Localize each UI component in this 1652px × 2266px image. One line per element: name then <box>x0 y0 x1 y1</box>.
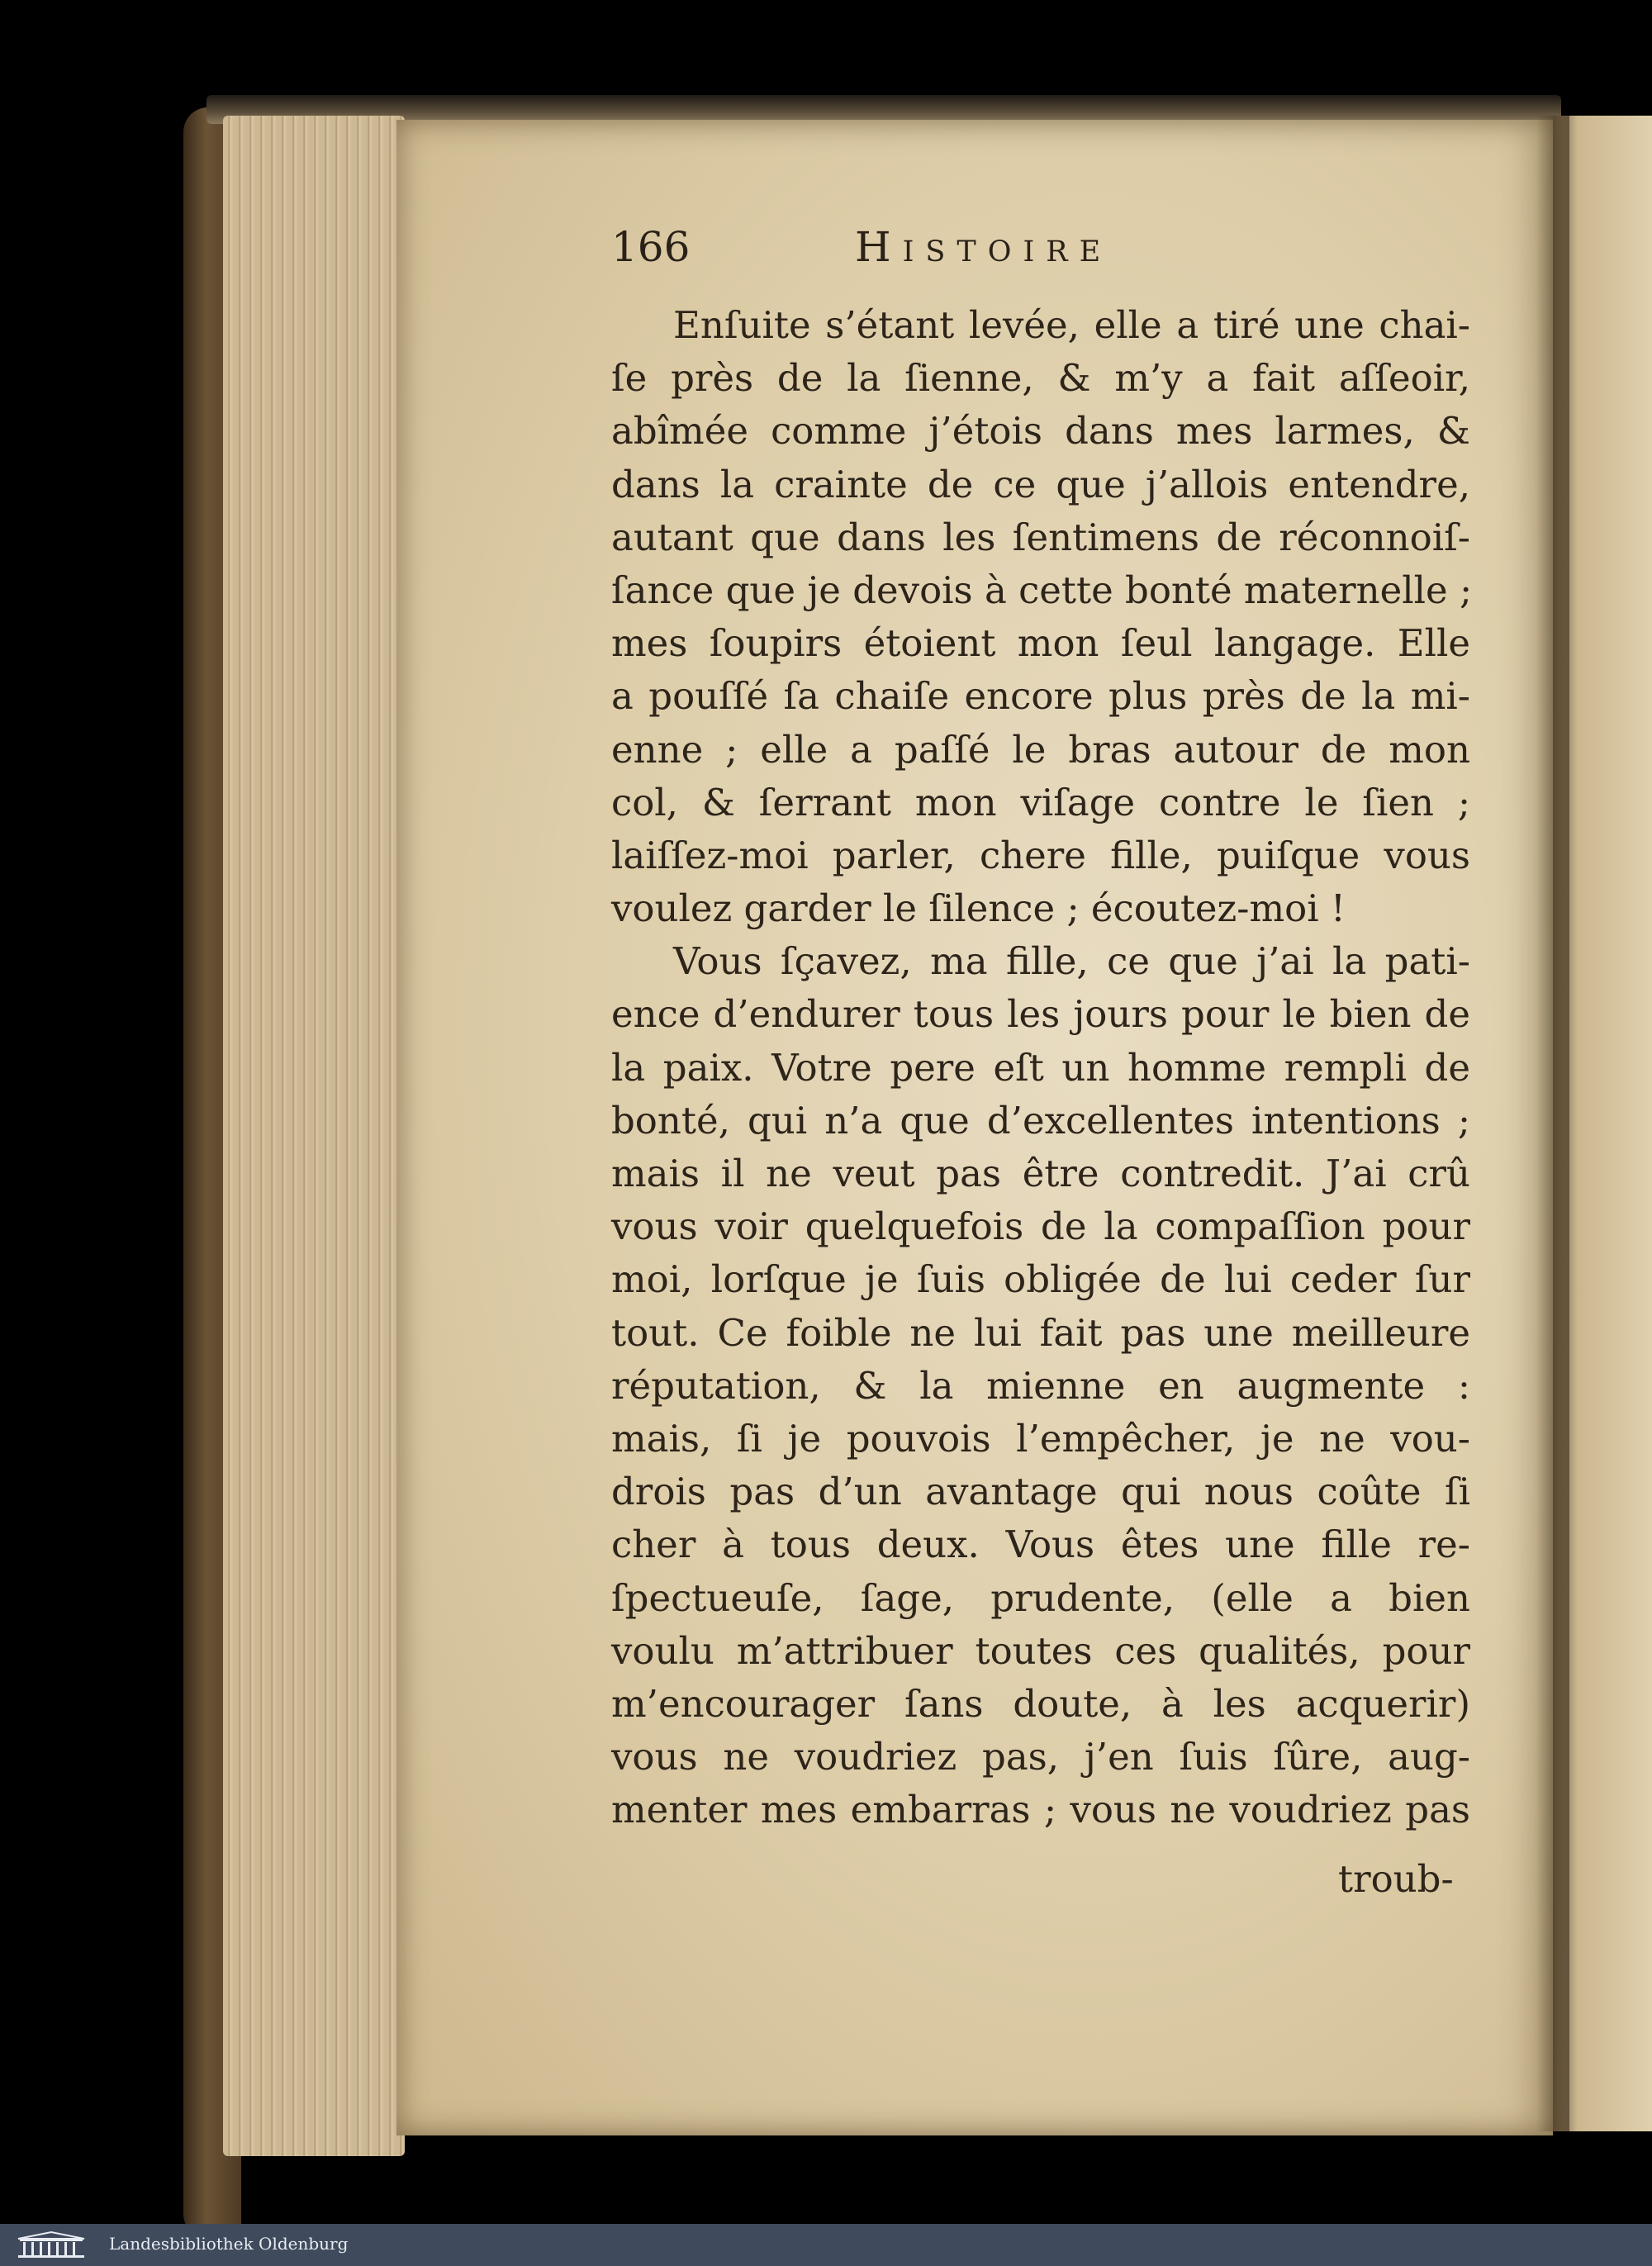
text-line: cher à tous deux. Vous êtes une fille re- <box>611 1523 1470 1567</box>
text-line: abîmée comme j’étois dans mes larmes, & <box>611 409 1470 454</box>
text-line: voulez garder le ſilence ; écoutez-moi ! <box>611 886 1346 931</box>
library-building-icon <box>10 2230 93 2259</box>
text-line: moi, lorſque je ſuis obligée de lui ceder ſur <box>611 1257 1470 1302</box>
running-head <box>611 223 1466 281</box>
text-line: m’encourager ſans doute, à les acquerir) <box>611 1681 1470 1726</box>
text-line: ſe près de la ſienne, & m’y a fait aſſeoir, <box>611 356 1470 401</box>
page-number: 166 <box>611 223 691 271</box>
text-line: enne ; elle a paſſé le bras autour de mon <box>611 727 1470 772</box>
text-line: mes ſoupirs étoient mon ſeul langage. Elle <box>611 621 1470 666</box>
page-stack-edges <box>223 116 405 2156</box>
gutter-shadow <box>1536 116 1569 2131</box>
library-name: Landesbibliothek Oldenburg <box>109 2234 349 2254</box>
text-line: Enſuite s’étant levée, elle a tiré une chai- <box>673 303 1470 347</box>
text-line: mais il ne veut pas être contredit. J’ai crû <box>611 1152 1470 1195</box>
running-title: Histoire <box>855 223 1113 271</box>
text-line: Vous ſçavez, ma fille, ce que j’ai la pati- <box>673 939 1470 984</box>
text-line: laiſſez-moi parler, chere fille, puiſque vous <box>611 833 1470 877</box>
catchword: troub- <box>1338 1857 1454 1901</box>
text-line: mais, ſi je pouvois l’empêcher, je ne vou- <box>611 1416 1470 1461</box>
text-line: tout. Ce foible ne lui fait pas une meilleure <box>611 1310 1470 1355</box>
footer-bar <box>0 2224 1652 2266</box>
text-line: vous ne voudriez pas, j’en ſuis ſûre, aug- <box>611 1735 1470 1779</box>
text-line: drois pas d’un avantage qui nous coûte ſi <box>611 1470 1470 1514</box>
text-line: a pouſſé ſa chaiſe encore plus près de la mi- <box>611 674 1470 719</box>
text-line: col, & ſerrant mon viſage contre le ſien ; <box>611 780 1470 824</box>
text-line: la paix. Votre pere eſt un homme rempli de <box>611 1045 1470 1090</box>
text-line: voulu m’attribuer toutes ces qualités, pour <box>611 1628 1470 1673</box>
text-line: autant que dans les ſentimens de réconnoiſ- <box>611 515 1470 559</box>
text-line: dans la crainte de ce que j’allois entendre, <box>611 462 1470 506</box>
text-line: vous voir quelquefois de la compaſſion pour <box>611 1204 1470 1249</box>
text-line: ence d’endurer tous les jours pour le bien de <box>611 992 1470 1037</box>
text-line: ſpectueuſe, ſage, prudente, (elle a bien <box>611 1575 1470 1620</box>
text-line: réputation, & la mienne en augmente : <box>611 1363 1470 1408</box>
text-line: menter mes embarras ; vous ne voudriez pas <box>611 1788 1470 1832</box>
body-text <box>611 299 1473 1836</box>
text-line: bonté, qui n’a que d’excellentes intentions ; <box>611 1098 1470 1143</box>
text-line: ſance que je devois à cette bonté maternelle ; <box>611 568 1473 612</box>
